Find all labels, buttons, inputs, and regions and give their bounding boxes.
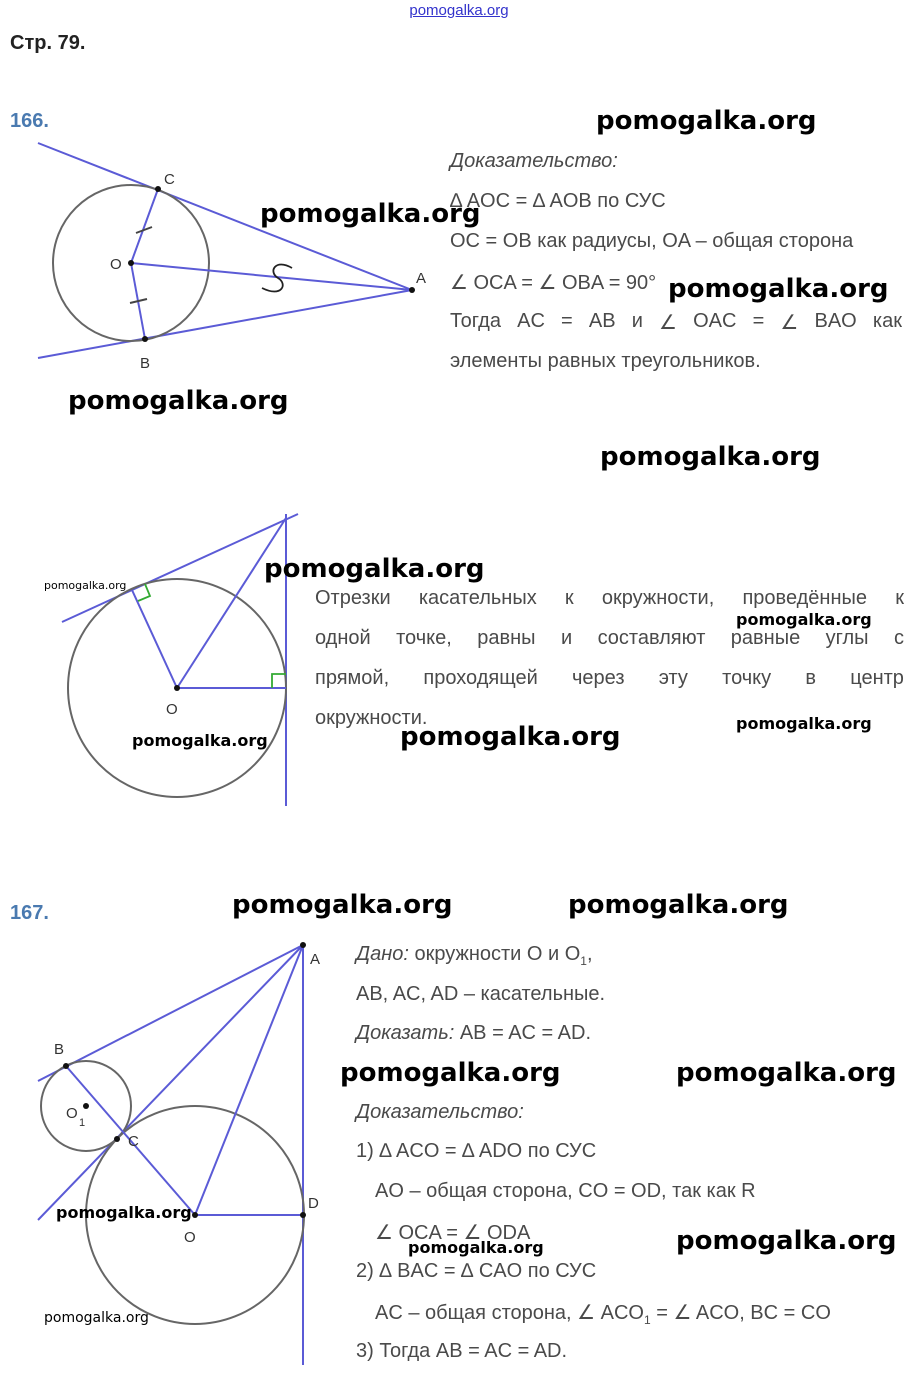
tangent-line-upper [62,514,298,622]
task-166-line-1: ∆ AOC = ∆ AOB по СУС [450,190,666,212]
rule-line-4: окружности. [315,707,428,729]
word: проведённые [742,587,868,609]
watermark: pomogalka.org [676,1058,897,1088]
rule-line-3 [315,667,904,690]
point-a-167 [300,942,306,948]
watermark: pomogalka.org [568,890,789,920]
word: равны [477,627,536,649]
prove-text: AB = AC = AD. [459,1022,592,1044]
task-167-step-3: 3) Тогда AB = AC = AD. [356,1340,568,1362]
given-text: окружности O и O [414,943,581,965]
watermark: pomogalka.org [260,199,481,229]
tangent-line-ab-167 [38,945,303,1081]
tangent-line-ac-167 [38,945,303,1220]
word: в [805,667,817,689]
label-o1: O [66,1105,78,1122]
task-166-line-4 [450,310,902,335]
watermark: pomogalka.org [408,1238,544,1257]
task-167-given [356,943,593,968]
step-2a-pre: AC – общая сторона, ∠ ACO [375,1302,644,1324]
watermark: pomogalka.org [56,1203,192,1222]
task-167-prove [356,1022,591,1045]
watermark: pomogalka.org [232,890,453,920]
word: составляют [597,627,706,649]
radius-oc [131,189,158,263]
prove-label: Доказать: [356,1022,455,1044]
word: ∠ [780,312,799,334]
word: и [631,310,643,332]
task-166-number: 166. [10,110,49,132]
word: как [872,310,902,332]
point-c [155,186,161,192]
label-b-167: B [54,1041,65,1058]
point-o-2 [174,685,180,691]
task-166-line-2: OC = OB как радиусы, OA – общая сторона [450,230,854,252]
word: BAO [814,310,857,332]
watermark: pomogalka.org [736,610,872,629]
word: равные [730,627,801,649]
word: и [560,627,573,649]
word: = [561,310,573,332]
word: углы [825,627,869,649]
point-o-167 [192,1212,198,1218]
word: касательных [418,587,537,609]
page-number: Стр. 79. [10,32,86,54]
task-167-step-1: 1) ∆ ACO = ∆ ADO по СУС [356,1140,597,1162]
label-c-167: C [128,1133,139,1150]
point-a [409,287,415,293]
radius-upper [132,590,177,688]
task-166-line-5: элементы равных треугольников. [450,350,761,372]
rule-line-2 [315,627,904,650]
task-167-step-1a: AO – общая сторона, CO = OD, так как R [375,1180,756,1202]
task-166-line-3: ∠ OCA = ∠ OBA = 90° [450,272,657,294]
task-166-proof-heading: Доказательство: [450,150,618,172]
word: к [564,587,574,609]
task-167-step-2a [375,1300,831,1327]
word: прямой, [315,667,390,689]
top-watermark[interactable]: pomogalka.org [409,2,509,19]
given-label: Дано: [356,943,409,965]
label-a: A [416,270,427,287]
step-2a-post: = ∠ ACO, BC = CO [650,1302,831,1324]
watermark: pomogalka.org [68,386,289,416]
watermark: pomogalka.org [264,554,485,584]
segment-oa-167 [195,945,303,1215]
label-o-2: O [166,701,178,718]
watermark: pomogalka.org [400,722,621,752]
word: через [571,667,625,689]
word: к [895,587,904,609]
given-sub: 1 [580,954,587,968]
watermark: pomogalka.org [596,106,817,136]
rule-line-1 [315,587,904,610]
task-167-step-2: 2) ∆ BAC = ∆ CAO по СУС [356,1260,597,1282]
word: с [893,627,904,649]
word: окружности, [601,587,715,609]
word: OAC [693,310,737,332]
label-d-167: D [308,1195,319,1212]
word: эту [658,667,688,689]
task-167-step-1b: ∠ OCA = ∠ ODA [375,1222,531,1244]
point-b-167 [63,1063,69,1069]
watermark: pomogalka.org [44,579,127,592]
word: ∠ [659,312,677,334]
point-b [142,336,148,342]
word: Отрезки [315,587,391,609]
right-angle-mark-right [272,674,286,688]
watermark: pomogalka.org [676,1226,897,1256]
task-167-given-line-2: AB, AC, AD – касательные. [356,983,606,1005]
point-o1 [83,1103,89,1109]
label-b: B [140,355,151,372]
step-2a-sub: 1 [643,1313,651,1327]
watermark: pomogalka.org [668,274,889,304]
given-end: , [586,943,593,965]
word: точке, [396,627,452,649]
point-o [128,260,134,266]
word: центр [850,667,904,689]
watermark: pomogalka.org [600,442,821,472]
watermark: pomogalka.org [132,731,268,750]
label-o1-sub: 1 [79,1117,86,1129]
word: проходящей [423,667,538,689]
watermark: pomogalka.org [44,1310,149,1326]
word: AB [588,310,616,332]
label-o-167: O [184,1229,196,1246]
watermark: pomogalka.org [340,1058,561,1088]
segment-oa [131,263,412,290]
task-167-proof-heading: Доказательство: [356,1101,524,1123]
task-167-number: 167. [10,902,49,924]
word: одной [315,627,371,649]
watermark: pomogalka.org [736,714,872,733]
label-a-167: A [310,951,321,968]
point-c-167 [114,1136,120,1142]
word: AC [517,310,545,332]
label-c: C [164,171,175,188]
tangent-line-ab [38,290,412,358]
word: Тогда [450,310,501,332]
label-o: O [110,256,122,273]
point-d-167 [300,1212,306,1218]
word: = [752,310,765,332]
word: точку [722,667,772,689]
